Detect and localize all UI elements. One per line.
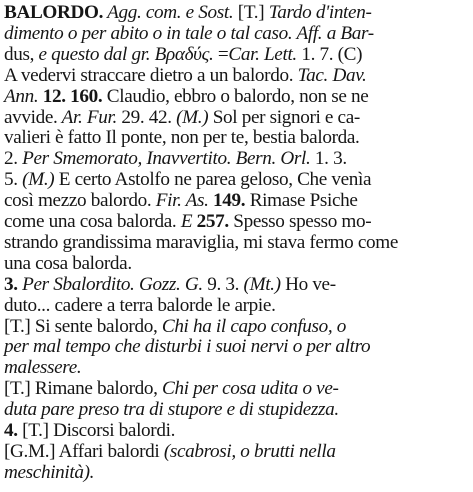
text-line [4,253,132,275]
italic-text: E [176,211,193,232]
text-line [4,190,358,212]
text-span: dus, [4,43,35,65]
text-line [4,169,371,191]
text-span: strando grandissima maraviglia, mi stava fermo come [4,231,399,253]
text-span: 1. 7. (C) [296,43,363,65]
text-line [4,462,94,484]
text-line [4,295,276,317]
text-span: [T.] [233,2,265,23]
text-line [4,420,175,442]
text-span: A vedervi straccare dietro a un balordo. [4,64,294,86]
italic-text: Ar. Fur. [57,106,117,128]
italic-text: e questo dal gr. [34,43,151,65]
text-line [4,148,347,170]
italic-text: Βραδύς. [150,43,214,65]
text-span: avvide. [4,106,58,128]
text-line [4,441,336,463]
text-span: Si sente balordo, [30,315,158,337]
italic-text: (Mt.) [239,273,281,295]
italic-text: Per Sbalordito. [17,273,135,295]
italic-text: Chi ha il capo confuso, o [157,315,347,337]
text-span: Rimase Psiche [245,190,358,212]
text-line [4,211,371,233]
italic-text: Bern. Orl. [231,148,311,170]
text-span: valieri è fatto Il ponte, non per te, bestia balorda. [4,127,360,149]
text-span: Sol per signori e ca- [208,106,360,128]
italic-text: Chi per cosa udita o ve- [157,378,339,400]
italic-text: Fir. As. [151,190,209,212]
bold-text: 257. [192,211,229,232]
italic-text: Gozz. G. [134,273,203,295]
italic-text: Tac. Dav. [293,64,367,86]
text-span: [T.] [4,378,31,400]
text-span: 29. 42. [116,106,172,128]
italic-text: dimento o per abito o in tale o tal caso. [4,22,293,44]
text-line [4,23,374,45]
text-line [4,107,360,129]
text-span: Claudio, ebbro o balordo, non se ne [102,85,369,107]
italic-text: a Bar- [322,22,374,44]
italic-text: (M.) [17,169,55,191]
text-line [4,65,366,87]
italic-text: Car. Lett. [228,43,297,65]
bold-text: BALORDO. [4,2,104,23]
text-span: Spesso spesso mo- [228,211,372,232]
text-line [4,2,372,24]
italic-text: per mal tempo che disturbi i suoi nervi o per altro [4,336,371,358]
text-span: come una cosa balorda. [4,211,177,232]
text-span: = [213,43,229,65]
text-line [4,44,362,66]
italic-text: Agg. com. e Sost. [103,2,234,23]
italic-text: Aff. [292,22,323,44]
text-span: così mezzo balordo. [4,190,152,212]
text-span: Ho ve- [280,273,336,295]
text-line [4,357,81,379]
italic-text: Tardo d'inten- [264,2,372,23]
italic-text: (scabrosi, o brutti nella [159,440,336,462]
text-line [4,86,368,108]
bold-text: 4. [4,420,18,441]
text-line [4,399,339,421]
text-line [4,127,359,149]
text-span: Rimane balordo, [30,378,158,400]
italic-text: Per Smemorato, Inavvertito. [17,148,232,170]
italic-text: (M.) [171,106,209,128]
text-line [4,316,346,338]
italic-text: malessere. [4,357,82,379]
bold-text: 3. [4,273,18,295]
text-span: 5. [4,169,18,191]
text-span: 2. [4,148,18,170]
text-span: [G.M.] [4,440,56,462]
text-span: [T.] [4,315,31,337]
text-span: 1. 3. [310,148,347,170]
italic-text: duta pare preso tra di stupore e di stupidezza. [4,399,339,421]
text-line [4,274,336,296]
text-span: Affari balordi [55,440,160,462]
bold-text: 149. [208,190,246,212]
italic-text: meschinità). [4,461,95,483]
text-span: una cosa balorda. [4,252,132,274]
text-span: [T.] [17,420,49,441]
text-span: E certo Astolfo ne parea geloso, Che venìa [54,169,372,191]
text-span: 9. 3. [202,273,240,295]
bold-text: 12. 160. [38,85,103,107]
text-line [4,378,339,400]
italic-text: Ann. [4,85,39,107]
text-span: Discorsi balordi. [48,420,176,441]
text-line [4,232,398,254]
text-line [4,336,370,358]
text-span: duto... cadere a terra balorde le arpie. [4,294,276,316]
